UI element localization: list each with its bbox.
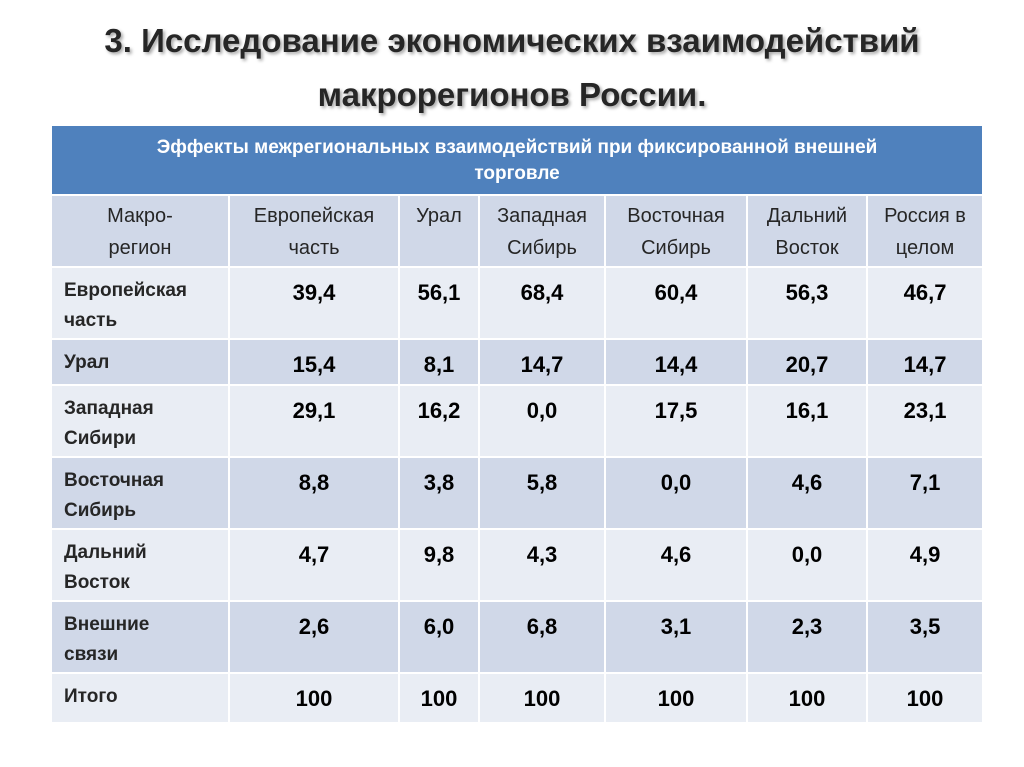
column-header-line-2: часть <box>288 237 340 259</box>
table-cell: 0,0 <box>605 457 747 529</box>
table-row <box>51 601 983 673</box>
column-header-macroregion <box>51 195 229 267</box>
table-row <box>51 385 983 457</box>
column-header-european-part <box>229 195 399 267</box>
table-cell: 56,1 <box>399 267 479 339</box>
slide-title-line-2: макрорегионов России. <box>317 76 707 113</box>
table-row <box>51 457 983 529</box>
row-label-line-1: Западная <box>64 398 154 419</box>
column-header-line-1: Западная <box>497 205 587 227</box>
column-header-line-1: Урал <box>416 205 462 227</box>
table-cell: 68,4 <box>479 267 605 339</box>
table-cell: 4,6 <box>747 457 867 529</box>
table-cell: 46,7 <box>867 267 983 339</box>
table-cell: 3,1 <box>605 601 747 673</box>
table-cell: 5,8 <box>479 457 605 529</box>
table-cell: 60,4 <box>605 267 747 339</box>
table-cell: 2,3 <box>747 601 867 673</box>
row-label-line-2: Восток <box>64 572 130 593</box>
table-cell: 9,8 <box>399 529 479 601</box>
table-cell: 0,0 <box>747 529 867 601</box>
row-label-line-2: связи <box>64 644 119 665</box>
table-cell: 8,1 <box>399 339 479 385</box>
column-header-line-1: Россия в <box>884 205 966 227</box>
table-caption <box>51 125 983 195</box>
row-label <box>51 339 229 385</box>
table-row <box>51 267 983 339</box>
table-cell: 100 <box>399 673 479 723</box>
column-header-line-1: Макро- <box>107 205 173 227</box>
table-cell: 100 <box>605 673 747 723</box>
table-cell: 20,7 <box>747 339 867 385</box>
row-label <box>51 457 229 529</box>
column-header-line-1: Европейская <box>253 205 375 227</box>
column-header-russia-total <box>867 195 983 267</box>
table-cell: 100 <box>867 673 983 723</box>
table-cell: 6,8 <box>479 601 605 673</box>
table-cell: 100 <box>229 673 399 723</box>
row-label-line-2: Сибири <box>64 428 137 449</box>
column-header-line-2: регион <box>108 237 172 259</box>
row-label-line-2: Сибирь <box>64 500 137 521</box>
column-header-ural <box>399 195 479 267</box>
table-cell: 3,8 <box>399 457 479 529</box>
table-cell: 15,4 <box>229 339 399 385</box>
table-cell: 100 <box>747 673 867 723</box>
table-cell: 6,0 <box>399 601 479 673</box>
table-cell: 16,1 <box>747 385 867 457</box>
row-label <box>51 385 229 457</box>
table-cell: 7,1 <box>867 457 983 529</box>
column-header-west-siberia <box>479 195 605 267</box>
table-cell: 39,4 <box>229 267 399 339</box>
row-label-line-1: Внешние <box>64 614 150 635</box>
table-cell: 4,6 <box>605 529 747 601</box>
table-cell: 14,4 <box>605 339 747 385</box>
row-label-line-2: часть <box>64 310 118 331</box>
row-label-line-1: Дальний <box>64 542 147 563</box>
table-cell: 23,1 <box>867 385 983 457</box>
column-header-line-2: Сибирь <box>641 237 711 259</box>
table-cell: 8,8 <box>229 457 399 529</box>
row-label <box>51 601 229 673</box>
table-cell: 56,3 <box>747 267 867 339</box>
table-cell: 4,7 <box>229 529 399 601</box>
column-header-line-1: Восточная <box>627 205 725 227</box>
table-cell: 4,9 <box>867 529 983 601</box>
row-label-line-1: Европейская <box>64 280 188 301</box>
table-cell: 14,7 <box>479 339 605 385</box>
table-cell: 2,6 <box>229 601 399 673</box>
row-label <box>51 673 229 723</box>
row-label <box>51 267 229 339</box>
table-cell: 3,5 <box>867 601 983 673</box>
slide-title-line-1: 3. Исследование экономических взаимодействий <box>104 22 920 59</box>
interaction-effects-table <box>50 124 984 724</box>
table-cell: 4,3 <box>479 529 605 601</box>
column-header-line-2: целом <box>895 237 955 259</box>
table-row <box>51 339 983 385</box>
table-cell: 17,5 <box>605 385 747 457</box>
table-cell: 0,0 <box>479 385 605 457</box>
row-label-line-1: Итого <box>64 686 118 707</box>
column-header-line-2: Сибирь <box>507 237 577 259</box>
table-caption-line-2: торговле <box>474 163 560 184</box>
table-cell: 29,1 <box>229 385 399 457</box>
column-header-east-siberia <box>605 195 747 267</box>
row-label-line-1: Восточная <box>64 470 164 491</box>
row-label <box>51 529 229 601</box>
table-row <box>51 529 983 601</box>
table-row <box>51 673 983 723</box>
column-header-far-east <box>747 195 867 267</box>
table-cell: 14,7 <box>867 339 983 385</box>
slide-title <box>0 14 1024 122</box>
table-cell: 16,2 <box>399 385 479 457</box>
table-caption-line-1: Эффекты межрегиональных взаимодействий при фиксированной внешней <box>156 137 878 158</box>
column-header-line-1: Дальний <box>766 205 848 227</box>
column-header-line-2: Восток <box>775 237 839 259</box>
table-cell: 100 <box>479 673 605 723</box>
row-label-line-1: Урал <box>64 352 110 373</box>
